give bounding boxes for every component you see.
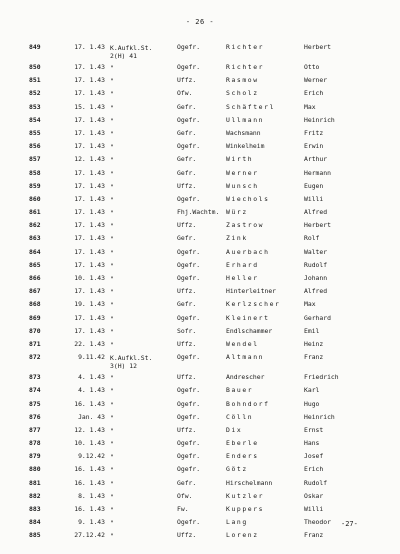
list-item	[0, 222, 400, 235]
list-item	[0, 275, 400, 288]
page-number-bottom: -27-	[341, 520, 358, 528]
entry-unit: "	[110, 156, 114, 165]
entry-number: 869	[29, 313, 41, 322]
entry-last-name: Wendel	[226, 339, 259, 348]
entry-number: 856	[29, 142, 41, 151]
list-item	[0, 90, 400, 103]
entry-first-name: Herbert	[304, 221, 331, 230]
entry-number: 867	[29, 287, 41, 296]
entry-first-name: Josef	[304, 452, 324, 461]
entry-first-name: Heinz	[304, 339, 324, 348]
entry-rank: Uffz.	[177, 76, 197, 85]
entry-first-name: Ernst	[304, 425, 324, 434]
entry-number: 854	[29, 115, 41, 124]
entry-last-name: Würz	[226, 208, 248, 217]
entry-last-name: Bohndorf	[226, 399, 270, 408]
entry-number: 872	[29, 353, 41, 362]
list-item	[0, 104, 400, 117]
entry-rank: Ogefr.	[177, 247, 201, 256]
entry-unit: "	[110, 314, 114, 323]
list-item	[0, 301, 400, 314]
entry-first-name: Herbert	[304, 43, 331, 51]
entry-last-name: Werner	[226, 168, 259, 177]
list-item	[0, 532, 400, 545]
entry-unit: K.Aufkl.St. 2(H) 41	[110, 44, 153, 60]
entry-rank: Fhj.Wachtm.	[177, 208, 220, 217]
entry-last-name: Kutzler	[226, 491, 265, 500]
entry-number: 871	[29, 339, 41, 348]
entry-rank: Ogefr.	[177, 465, 201, 474]
entry-last-name: Götz	[226, 465, 248, 474]
entry-last-name: Scholz	[226, 89, 259, 98]
entry-date: 10. 1.43	[74, 274, 105, 282]
entry-last-name: Cölln	[226, 412, 254, 421]
list-item	[0, 315, 400, 328]
entry-date: 17. 1.43	[74, 247, 105, 256]
entry-rank: Gefr.	[177, 300, 197, 309]
entry-date: 16. 1.43	[74, 505, 105, 513]
entry-date: 17. 1.43	[74, 43, 105, 51]
entry-rank: Gefr.	[177, 168, 197, 177]
entry-unit: "	[110, 506, 114, 514]
entry-unit: "	[110, 90, 114, 99]
entry-rank: Sofr.	[177, 326, 197, 335]
entry-number: 859	[29, 181, 41, 190]
entry-first-name: Rudolf	[304, 478, 328, 487]
entry-first-name: Alfred	[304, 287, 328, 296]
entry-unit: "	[110, 261, 114, 270]
entry-first-name: Willi	[304, 505, 324, 513]
entry-number: 875	[29, 399, 41, 408]
entry-unit: "	[110, 116, 114, 125]
entry-unit: K.Aufkl.St. 3(H) 12	[110, 354, 153, 371]
entry-number: 858	[29, 168, 41, 177]
entry-first-name: Max	[304, 300, 316, 309]
entry-date: 17. 1.43	[74, 208, 105, 217]
entry-last-name: Eberle	[226, 439, 259, 448]
entry-last-name: Richter	[226, 43, 265, 51]
entry-unit: "	[110, 387, 114, 396]
entry-rank: Ofw.	[177, 491, 193, 500]
list-item	[0, 44, 400, 64]
list-item	[0, 209, 400, 222]
entry-number: 878	[29, 439, 41, 448]
entry-first-name: Heinrich	[304, 115, 335, 124]
list-item	[0, 249, 400, 262]
entry-number: 877	[29, 425, 41, 434]
entry-number: 868	[29, 300, 41, 309]
entry-date: 17. 1.43	[74, 313, 105, 322]
entry-unit: "	[110, 169, 114, 178]
entry-first-name: Heinrich	[304, 412, 335, 421]
entry-first-name: Erich	[304, 465, 324, 474]
entry-date: 15. 1.43	[74, 102, 105, 111]
entry-last-name: Zastrow	[226, 221, 265, 230]
list-item	[0, 262, 400, 275]
entry-rank: Ogefr.	[177, 412, 201, 421]
entry-date: 12. 1.43	[74, 425, 105, 434]
entry-unit: "	[110, 301, 114, 310]
entry-date: 17. 1.43	[74, 89, 105, 98]
entry-date: 9.12.42	[78, 452, 105, 461]
entry-rank: Ogefr.	[177, 399, 201, 408]
list-item	[0, 341, 400, 354]
entry-last-name: Lang	[226, 518, 248, 527]
entry-date: 17. 1.43	[74, 76, 105, 85]
entry-date: 19. 1.43	[74, 300, 105, 309]
entry-number: 884	[29, 518, 41, 527]
entry-unit: "	[110, 222, 114, 231]
entry-first-name: Hugo	[304, 399, 320, 408]
entry-number: 876	[29, 412, 41, 421]
entry-rank: Ogefr.	[177, 353, 201, 362]
entry-date: 4. 1.43	[78, 386, 105, 395]
entry-rank: Uffz.	[177, 181, 197, 190]
entry-number: 860	[29, 194, 41, 203]
entry-first-name: Emil	[304, 326, 320, 335]
entry-unit: "	[110, 400, 114, 409]
entry-last-name: Hinterleitner	[226, 287, 277, 296]
entry-unit: "	[110, 374, 114, 383]
entry-number: 852	[29, 89, 41, 98]
entry-date: 27.12.42	[74, 531, 105, 540]
entry-date: 17. 1.43	[74, 194, 105, 203]
entry-unit: "	[110, 77, 114, 86]
entry-first-name: Gerhard	[304, 313, 331, 322]
entry-first-name: Fritz	[304, 128, 324, 137]
list-item	[0, 466, 400, 479]
list-item	[0, 354, 400, 374]
entry-first-name: Eugen	[304, 181, 324, 190]
entry-number: 880	[29, 465, 41, 474]
entry-date: 4. 1.43	[78, 373, 105, 382]
list-item	[0, 519, 400, 532]
entry-rank: Ogefr.	[177, 115, 201, 124]
entry-unit: "	[110, 103, 114, 112]
entry-last-name: Winkelheim	[226, 142, 265, 151]
entry-last-name: Erhard	[226, 260, 259, 269]
entry-first-name: Alfred	[304, 208, 328, 217]
list-item	[0, 480, 400, 493]
entry-date: 16. 1.43	[74, 478, 105, 487]
entry-first-name: Rolf	[304, 234, 320, 243]
entry-first-name: Erwin	[304, 142, 324, 151]
entry-rank: Ogefr.	[177, 386, 201, 395]
entry-number: 873	[29, 373, 41, 382]
list-item	[0, 427, 400, 440]
entry-first-name: Walter	[304, 247, 328, 256]
list-item	[0, 170, 400, 183]
list-item	[0, 374, 400, 387]
entry-number: 882	[29, 491, 41, 500]
entry-number: 855	[29, 128, 41, 137]
list-item	[0, 288, 400, 301]
entry-rank: Gefr.	[177, 128, 197, 137]
entry-date: 9.11.42	[78, 353, 105, 362]
entry-last-name: Richter	[226, 63, 265, 71]
entry-first-name: Johann	[304, 274, 328, 282]
entry-unit: "	[110, 209, 114, 218]
entry-first-name: Max	[304, 102, 316, 111]
entry-rank: Ogefr.	[177, 260, 201, 269]
entry-date: 17. 1.43	[74, 181, 105, 190]
entry-unit: "	[110, 453, 114, 462]
entry-last-name: Heller	[226, 274, 259, 282]
entry-number: 853	[29, 102, 41, 111]
entry-unit: "	[110, 440, 114, 449]
entry-date: 16. 1.43	[74, 399, 105, 408]
entry-first-name: Werner	[304, 76, 328, 85]
entry-date: 17. 1.43	[74, 128, 105, 137]
entry-rank: Uffz.	[177, 339, 197, 348]
list-item	[0, 117, 400, 130]
entry-rank: Gefr.	[177, 478, 197, 487]
list-item	[0, 130, 400, 143]
list-item	[0, 506, 400, 519]
entry-last-name: Schäfterl	[226, 102, 276, 111]
entry-date: 17. 1.43	[74, 326, 105, 335]
entry-number: 849	[29, 43, 41, 51]
entry-date: 10. 1.43	[74, 439, 105, 448]
list-item	[0, 77, 400, 90]
entry-rank: Uffz.	[177, 531, 197, 540]
entry-number: 850	[29, 63, 41, 71]
entry-unit: "	[110, 143, 114, 152]
entry-unit: "	[110, 519, 114, 528]
entry-first-name: Erich	[304, 89, 324, 98]
entry-last-name: Zink	[226, 234, 248, 243]
entry-rank: Ogefr.	[177, 142, 201, 151]
entry-number: 851	[29, 76, 41, 85]
entry-rank: Ogefr.	[177, 439, 201, 448]
entry-last-name: Kuppers	[226, 505, 265, 513]
entry-unit: "	[110, 479, 114, 488]
entry-last-name: Rasmow	[226, 76, 259, 85]
entry-date: 17. 1.43	[74, 63, 105, 71]
list-item	[0, 328, 400, 341]
entry-number: 861	[29, 208, 41, 217]
list-item	[0, 440, 400, 453]
entry-unit: "	[110, 288, 114, 297]
entry-rank: Fw.	[177, 505, 189, 513]
entry-last-name: Kerlzscher	[226, 300, 281, 309]
entry-rank: Ogefr.	[177, 518, 201, 527]
entry-unit: "	[110, 340, 114, 349]
entry-number: 862	[29, 221, 41, 230]
entry-rank: Ogefr.	[177, 452, 201, 461]
entry-unit: "	[110, 466, 114, 475]
entry-rank: Uffz.	[177, 425, 197, 434]
entry-rank: Gefr.	[177, 102, 197, 111]
entry-number: 865	[29, 260, 41, 269]
entry-number: 879	[29, 452, 41, 461]
entry-unit: "	[110, 327, 114, 336]
list-item	[0, 387, 400, 400]
entry-number: 881	[29, 478, 41, 487]
entry-number: 863	[29, 234, 41, 243]
entry-number: 866	[29, 274, 41, 282]
entry-last-name: Dix	[226, 425, 243, 434]
entry-number: 864	[29, 247, 41, 256]
entry-last-name: Wiechols	[226, 194, 270, 203]
list-item	[0, 453, 400, 466]
entry-last-name: Lorenz	[226, 531, 259, 540]
entry-date: 17. 1.43	[74, 221, 105, 230]
entry-date: Jan. 43	[78, 412, 105, 421]
entry-unit: "	[110, 182, 114, 191]
entry-last-name: Endlschammer	[226, 326, 273, 335]
entry-first-name: Hermann	[304, 168, 331, 177]
entry-unit: "	[110, 195, 114, 204]
entry-date: 17. 1.43	[74, 168, 105, 177]
entry-first-name: Karl	[304, 386, 320, 395]
entry-rank: Uffz.	[177, 287, 197, 296]
entry-date: 22. 1.43	[74, 339, 105, 348]
entry-unit: "	[110, 426, 114, 435]
entry-first-name: Willi	[304, 194, 324, 203]
entry-first-name: Theodor	[304, 518, 331, 527]
entry-last-name: Hirschelmann	[226, 478, 273, 487]
entry-last-name: Bauer	[226, 386, 254, 395]
entry-last-name: Wirth	[226, 155, 254, 164]
entry-rank: Ogefr.	[177, 274, 201, 282]
entry-date: 17. 1.43	[74, 142, 105, 151]
list-item	[0, 156, 400, 169]
entry-rank: Ofw.	[177, 89, 193, 98]
entry-unit: "	[110, 413, 114, 422]
list-item	[0, 493, 400, 506]
entry-last-name: Enders	[226, 452, 259, 461]
entry-last-name: Wachsmann	[226, 128, 261, 137]
entry-last-name: Andrescher	[226, 373, 265, 382]
entry-first-name: Rudolf	[304, 260, 328, 269]
entry-last-name: Altmann	[226, 353, 265, 362]
entry-date: 16. 1.43	[74, 465, 105, 474]
entry-first-name: Friedrich	[304, 373, 339, 382]
entry-number: 885	[29, 531, 41, 540]
entry-rank: Ogefr.	[177, 43, 201, 51]
entry-number: 883	[29, 505, 41, 513]
list-item	[0, 183, 400, 196]
entry-rank: Gefr.	[177, 234, 197, 243]
entry-first-name: Hans	[304, 439, 320, 448]
entry-date: 17. 1.43	[74, 260, 105, 269]
entry-unit: "	[110, 532, 114, 541]
entry-last-name: Kleinert	[226, 313, 270, 322]
entry-rank: Uffz.	[177, 221, 197, 230]
entry-date: 8. 1.43	[78, 491, 105, 500]
entry-unit: "	[110, 235, 114, 244]
entry-first-name: Arthur	[304, 155, 328, 164]
entry-date: 17. 1.43	[74, 115, 105, 124]
entry-rank: Uffz.	[177, 373, 197, 382]
entry-unit: "	[110, 129, 114, 138]
entry-first-name: Otto	[304, 63, 320, 71]
list-item	[0, 64, 400, 77]
entry-last-name: Wunsch	[226, 181, 259, 190]
entry-date: 17. 1.43	[74, 287, 105, 296]
entry-number: 857	[29, 155, 41, 164]
list-item	[0, 235, 400, 248]
casualty-list	[0, 44, 400, 546]
list-item	[0, 414, 400, 427]
entry-unit: "	[110, 64, 114, 72]
entry-unit: "	[110, 248, 114, 257]
entry-date: 12. 1.43	[74, 155, 105, 164]
entry-last-name: Ullmann	[226, 115, 265, 124]
entry-rank: Ogefr.	[177, 313, 201, 322]
entry-first-name: Franz	[304, 531, 324, 540]
entry-first-name: Oskar	[304, 491, 324, 500]
entry-rank: Ogefr.	[177, 63, 201, 71]
entry-number: 874	[29, 386, 41, 395]
page-number-top: - 26 -	[185, 18, 215, 26]
entry-rank: Gefr.	[177, 155, 197, 164]
entry-date: 17. 1.43	[74, 234, 105, 243]
entry-unit: "	[110, 492, 114, 501]
list-item	[0, 143, 400, 156]
entry-date: 9. 1.43	[78, 518, 105, 527]
entry-unit: "	[110, 275, 114, 283]
entry-last-name: Auerbach	[226, 247, 270, 256]
list-item	[0, 401, 400, 414]
entry-number: 870	[29, 326, 41, 335]
entry-rank: Ogefr.	[177, 194, 201, 203]
entry-first-name: Franz	[304, 353, 324, 362]
